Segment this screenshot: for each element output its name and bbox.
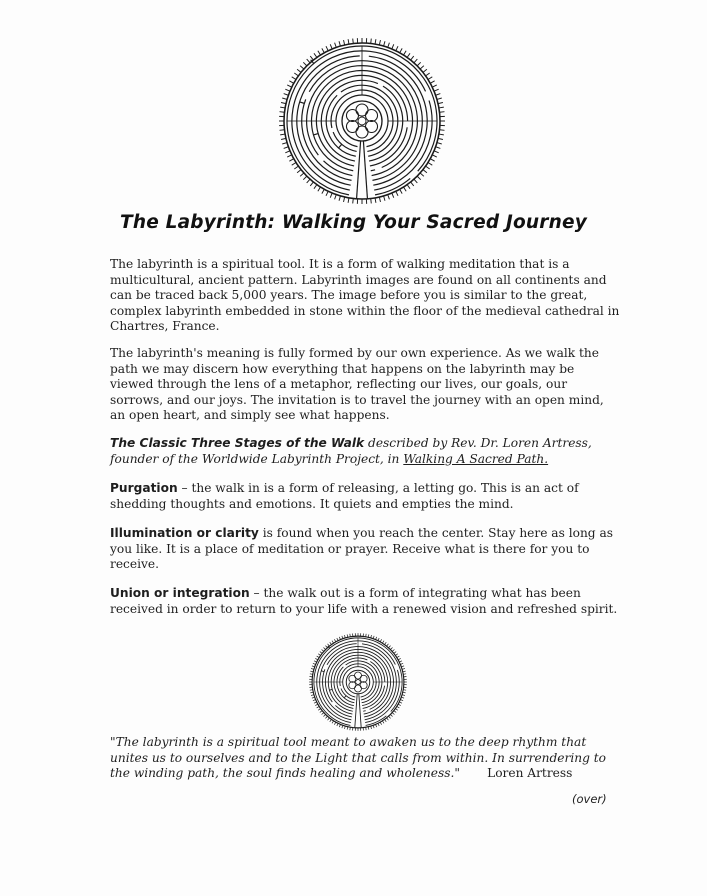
union-term: Union or integration [110, 586, 250, 600]
illumination-text: is found when you reach the center. Stay here as long as you like. It is a place of meditation or prayer. Receive what is there for you to receive. [110, 526, 613, 572]
labyrinth-large-icon [277, 36, 447, 206]
purgation-text: – the walk in is a form of releasing, a letting go. This is an act of shedding thoughts and emotions. It quiets and empties the mind. [110, 481, 579, 511]
book-title: Walking A Sacred Path. [403, 451, 549, 466]
labyrinth-small-icon [308, 632, 408, 732]
illumination-paragraph [110, 526, 620, 573]
illumination-term: Illumination or clarity [110, 526, 259, 540]
page-title: The Labyrinth: Walking Your Sacred Journey [120, 212, 587, 233]
union-paragraph [110, 586, 620, 617]
purgation-paragraph [110, 481, 620, 512]
over-note: (over) [572, 792, 607, 806]
quote-text: "The labyrinth is a spiritual tool meant to awaken us to the deep rhythm that unites us to ourselves and to the Light that calls from within. In surrendering to the winding path, the soul finds healing and wholeness." [110, 735, 607, 781]
purgation-term: Purgation [110, 481, 178, 495]
meaning-paragraph: The labyrinth's meaning is fully formed by our own experience. As we walk the path we may discern how everything that happens on the labyrinth may be viewed through the lens of a metaphor, reflecting our lives, our goals, our sorrows, and our joys. The invitation is to travel the journey with an open mind, an open heart, and simply see what happens. [110, 346, 604, 423]
stages-heading: The Classic Three Stages of the Walk [110, 436, 365, 450]
intro-paragraph: The labyrinth is a spiritual tool. It is a form of walking meditation that is a multicultural, ancient pattern. Labyrinth images are found on all continents and can be traced back 5,000 years. The image before you is similar to the great, complex labyrinth embedded in stone within the floor of the medieval cathedral in Chartres, France. [110, 257, 620, 334]
quote-author: Loren Artress [487, 766, 573, 781]
stages-attribution: described by Rev. Dr. Loren Artress, founder of the Worldwide Labyrinth Project, in [110, 436, 592, 466]
union-text: – the walk out is a form of integrating what has been received in order to return to your life with a renewed vision and refreshed spirit. [110, 586, 618, 616]
quote-block [110, 735, 610, 782]
stages-paragraph [110, 436, 620, 467]
